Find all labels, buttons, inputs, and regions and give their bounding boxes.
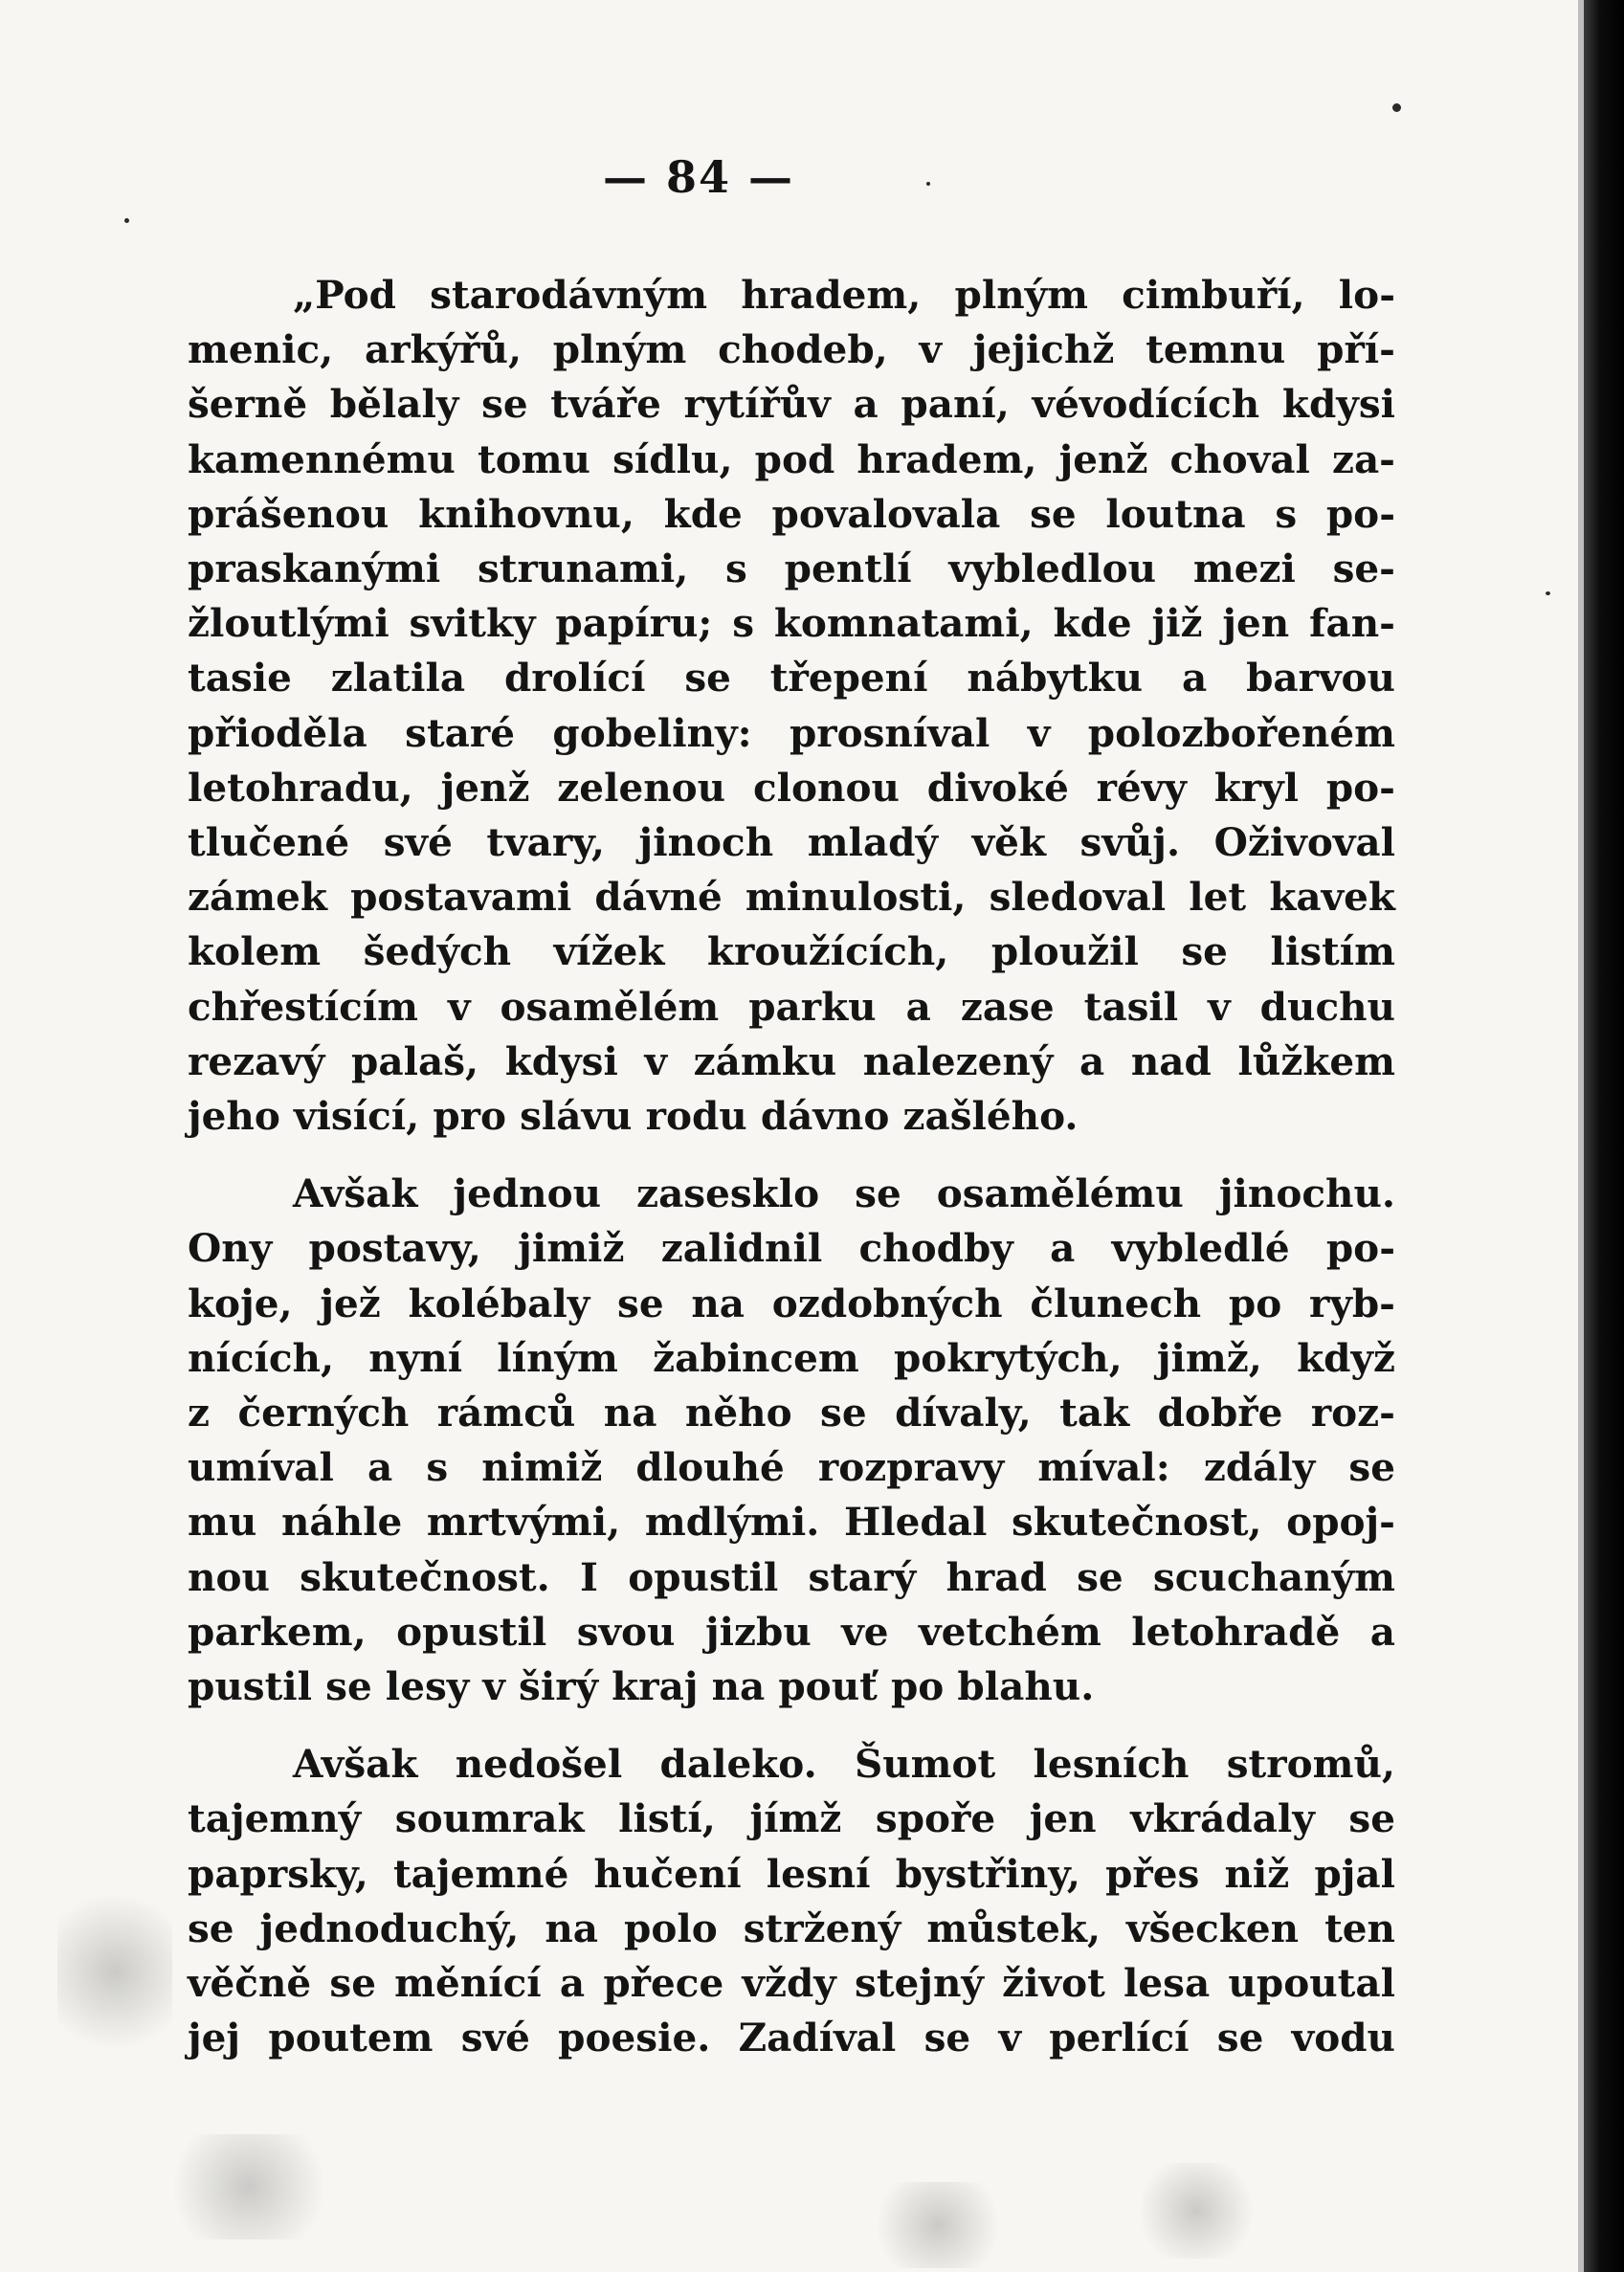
text-line: chřestícím v osamělém parku a zase tasil v duchu [188, 983, 1395, 1030]
body-text [188, 268, 1395, 2089]
text-line: jeho visící, pro slávu rodu dávno zašlého. [188, 1093, 1079, 1140]
paper-smudge [861, 2182, 1014, 2268]
text-line: tlučené své tvary, jinoch mladý věk svůj. Oživoval [188, 819, 1395, 866]
text-line: nou skutečnost. I opustil starý hrad se scuchaným [188, 1553, 1395, 1600]
text-line: nících, nyní líným žabincem pokrytých, jimž, když [188, 1334, 1395, 1381]
paragraph-3 [188, 1737, 1395, 2065]
text-line: jej poutem své poesie. Zadíval se v perlící se vodu [188, 2015, 1395, 2061]
text-line: parkem, opustil svou jizbu ve vetchém letohradě a [188, 1608, 1395, 1655]
text-line: rezavý palaš, kdysi v zámku nalezený a nad lůžkem [188, 1037, 1395, 1084]
text-line: zámek postavami dávné minulosti, sledoval let kavek [188, 874, 1395, 921]
text-line: umíval a s nimiž dlouhé rozpravy míval: zdály se [188, 1444, 1395, 1491]
text-line: Avšak jednou zasesklo se osamělému jinochu. [293, 1170, 1395, 1217]
text-line: koje, jež kolébaly se na ozdobných člunech po ryb- [188, 1280, 1395, 1326]
scan-border [1584, 0, 1624, 2272]
paragraph-1 [188, 268, 1395, 1144]
text-line: paprsky, tajemné hučení lesní bystřiny, přes niž pjal [188, 1850, 1395, 1897]
paper-smudge [1129, 2163, 1263, 2259]
text-line: menic, arkýřů, plným chodeb, v jejichž temnu pří- [188, 326, 1395, 373]
text-line: praskanými strunami, s pentlí vybledlou mezi se- [188, 546, 1395, 592]
page-number: — 84 — [602, 151, 795, 203]
text-line: se jednoduchý, na polo stržený můstek, všecken ten [188, 1904, 1395, 1951]
text-line: prášenou knihovnu, kde povalovala se loutna s po- [188, 490, 1395, 537]
text-line: žloutlými svitky papíru; s komnatami, kde již jen fan- [188, 600, 1395, 647]
paragraph-2 [188, 1167, 1395, 1714]
text-line: letohradu, jenž zelenou clonou divoké révy kryl po- [188, 764, 1395, 811]
paper-smudge [57, 1876, 172, 2067]
text-line: Avšak nedošel daleko. Šumot lesních stromů, [293, 1741, 1395, 1788]
text-line: mu náhle mrtvými, mdlými. Hledal skutečnost, opoj- [188, 1499, 1395, 1546]
ink-speck [1546, 591, 1550, 595]
text-line: přioděla staré gobeliny: prosníval v polozbořeném [188, 709, 1395, 756]
text-line: „Pod starodávným hradem, plným cimbuří, lo- [293, 272, 1395, 318]
text-line: Ony postavy, jimiž zalidnil chodby a vybledlé po- [188, 1225, 1395, 1272]
text-line: tajemný soumrak listí, jímž spoře jen vkrádaly se [188, 1795, 1395, 1842]
paper-smudge [153, 2134, 345, 2239]
text-line: pustil se lesy v širý kraj na pouť po blahu. [188, 1663, 1095, 1710]
text-line: tasie zlatila drolící se třepení nábytku a barvou [188, 655, 1395, 702]
text-line: z černých rámců na něho se dívaly, tak dobře roz- [188, 1390, 1395, 1437]
text-line: věčně se měnící a přece vždy stejný život lesa upoutal [188, 1960, 1395, 2007]
ink-speck [124, 218, 129, 223]
text-line: šerně bělaly se tváře rytířův a paní, vévodících kdysi [188, 381, 1395, 428]
text-line: kamennému tomu sídlu, pod hradem, jenž choval za- [188, 435, 1395, 482]
text-line: kolem šedých vížek kroužících, ploužil se listím [188, 928, 1395, 975]
ink-speck [1392, 103, 1401, 112]
